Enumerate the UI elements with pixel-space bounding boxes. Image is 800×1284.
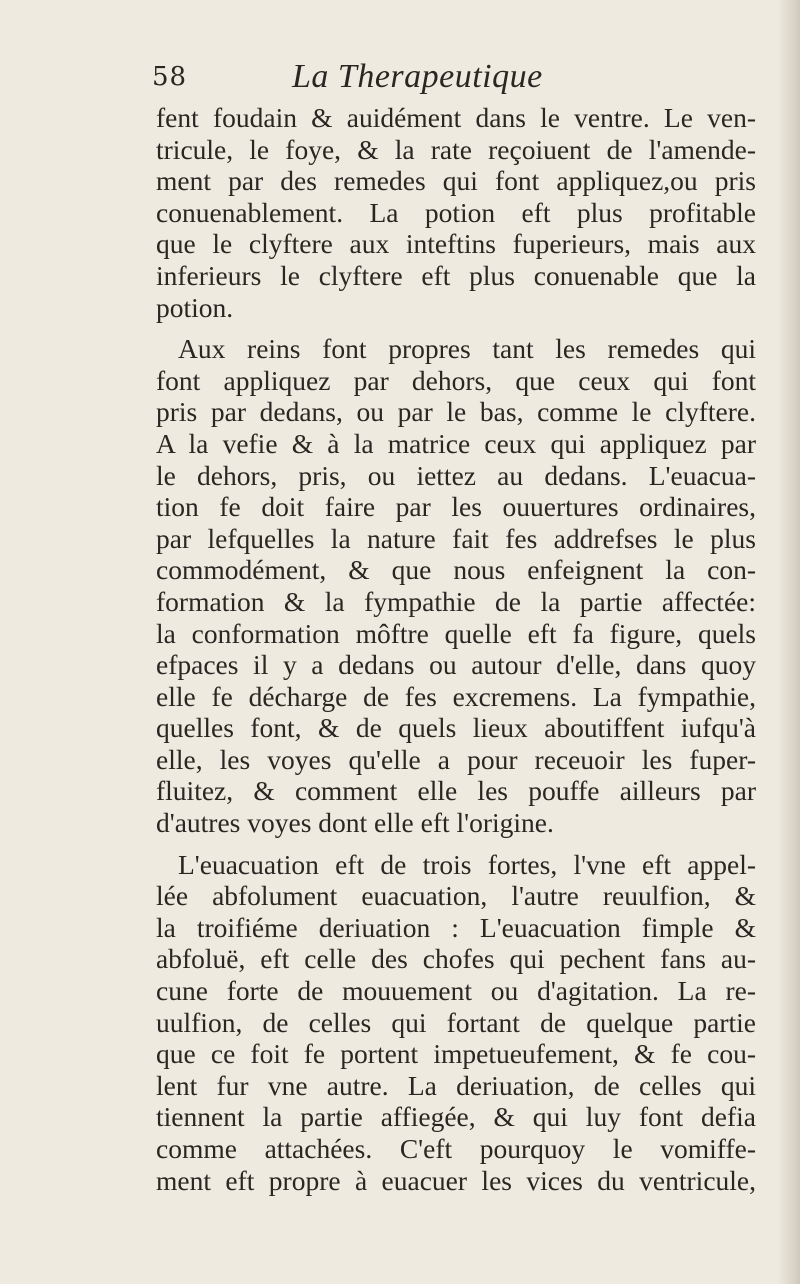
text-line: la troifiéme deriuation : L'euacuation fimple & bbox=[156, 911, 756, 943]
paragraph-gap bbox=[156, 839, 756, 849]
page-fold-shadow bbox=[778, 0, 800, 1284]
text-line: uulfion, de celles qui fortant de quelque partie bbox=[156, 1006, 756, 1038]
page-number: 58 bbox=[152, 62, 188, 92]
text-line: le dehors, pris, ou iettez au dedans. L'euacua- bbox=[156, 459, 756, 491]
text-line: par lefquelles la nature fait fes addrefses le plus bbox=[156, 522, 756, 554]
text-line: ment eft propre à euacuer les vices du ventricule, bbox=[156, 1164, 756, 1196]
body-text bbox=[156, 102, 756, 1196]
paragraph-1 bbox=[156, 102, 756, 323]
text-line: font appliquez par dehors, que ceux qui font bbox=[156, 364, 756, 396]
text-line: tiennent la partie affiegée, & qui luy font defia bbox=[156, 1101, 756, 1133]
text-line: elle fe décharge de fes excremens. La fympathie, bbox=[156, 680, 756, 712]
text-line: quelles font, & de quels lieux aboutiffent iufqu'à bbox=[156, 712, 756, 744]
text-line: la conformation môftre quelle eft fa figure, quels bbox=[156, 617, 756, 649]
running-title: La Therapeutique bbox=[292, 58, 543, 95]
text-line: ment par des remedes qui font appliquez,ou pris bbox=[156, 165, 756, 197]
running-head bbox=[152, 58, 752, 102]
paragraph-3 bbox=[156, 849, 756, 1197]
text-line: formation & la fympathie de la partie affectée: bbox=[156, 585, 756, 617]
paragraph-gap bbox=[156, 323, 756, 333]
text-line: tricule, le foye, & la rate reçoiuent de l'amende- bbox=[156, 133, 756, 165]
text-line: comme attachées. C'eft pourquoy le vomiffe- bbox=[156, 1133, 756, 1164]
text-line: conuenablement. La potion eft plus profitable bbox=[156, 196, 756, 228]
text-line: A la vefie & à la matrice ceux qui appliquez par bbox=[156, 427, 756, 459]
text-line: que le clyftere aux inteftins fuperieurs, mais aux bbox=[156, 228, 756, 260]
text-line: fent foudain & auidément dans le ventre. Le ven- bbox=[156, 102, 756, 133]
text-line: Aux reins font propres tant les remedes qui bbox=[178, 333, 756, 365]
text-line: inferieurs le clyftere eft plus conuenable que la bbox=[156, 259, 756, 291]
text-line: d'autres voyes dont elle eft l'origine. bbox=[156, 807, 554, 839]
text-line: pris par dedans, ou par le bas, comme le clyftere. bbox=[156, 396, 756, 428]
text-line: L'euacuation eft de trois fortes, l'vne eft appel- bbox=[178, 848, 756, 880]
text-line: commodément, & que nous enfeignent la con- bbox=[156, 554, 756, 586]
paragraph-2 bbox=[156, 333, 756, 839]
text-line: tion fe doit faire par les ouuertures ordinaires, bbox=[156, 491, 756, 523]
text-line: elle, les voyes qu'elle a pour receuoir les fuper- bbox=[156, 743, 756, 775]
text-line: lée abfolument euacuation, l'autre reuulfion, & bbox=[156, 880, 756, 912]
text-line: cune forte de mouuement ou d'agitation. La re- bbox=[156, 975, 756, 1007]
text-line: fluitez, & comment elle les pouffe ailleurs par bbox=[156, 775, 756, 807]
text-line: lent fur vne autre. La deriuation, de celles qui bbox=[156, 1069, 756, 1101]
text-line: efpaces il y a dedans ou autour d'elle, dans quoy bbox=[156, 649, 756, 681]
text-line: potion. bbox=[156, 291, 234, 323]
text-line: que ce foit fe portent impetueufement, & fe cou- bbox=[156, 1038, 756, 1070]
text-line: abfoluë, eft celle des chofes qui pechent fans au- bbox=[156, 943, 756, 975]
